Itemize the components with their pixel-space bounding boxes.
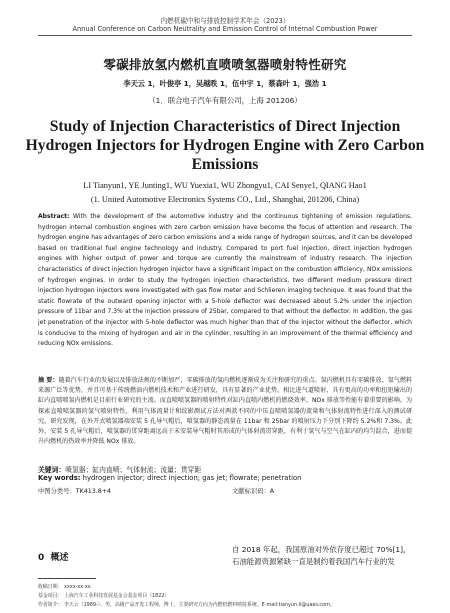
abstract-chinese bbox=[38, 376, 412, 447]
section-title: 概述 bbox=[50, 553, 69, 563]
running-header-chinese: 内燃机碳中和与排放控制学术年会（2023） bbox=[160, 17, 290, 25]
document-code bbox=[232, 486, 274, 495]
intro-paragraph: 自 2018 年起，我国原油对外依存度已超过 70%[1]，石油能源资源紧缺一直是制约着我国汽车行业的发 bbox=[232, 545, 411, 566]
abstract-chinese-label: 摘 要： bbox=[38, 377, 59, 384]
authors-english: LI Tianyun1, YE Junting1, WU Yuexia1, WU Zhongyu1, CAI Senye1, QIANG Hao1 bbox=[83, 181, 367, 190]
running-header-english: Annual Conference on Carbon Neutrality and Emission Control of Internal Combustion Power bbox=[72, 25, 378, 33]
abstract-english-label: Abstract: bbox=[38, 213, 70, 220]
keywords-chinese bbox=[38, 464, 412, 474]
classification-number bbox=[38, 486, 111, 495]
affiliation-english: (1. United Automotive Electronics Systems CO., Ltd., Shanghai, 201206, China) bbox=[90, 195, 360, 204]
document-code-label: 文献标识码： bbox=[232, 488, 270, 495]
section-heading bbox=[38, 550, 69, 563]
keywords-english-text: hydrogen injector; direct injection; gas jet; flowrate; penetration bbox=[82, 474, 302, 482]
abstract-english bbox=[38, 212, 412, 350]
keywords-chinese-label: 关键词： bbox=[38, 466, 66, 474]
section-number: 0 bbox=[38, 553, 45, 563]
footnote-author: 作者简介： 李天云（1989-），男，高级产品开发工程师，博士，主要研究方向为内燃机燃料喷射系统。E-mail:tianyun.li@uaes.com。 bbox=[38, 602, 335, 608]
keywords-chinese-text: 喷氢器；缸内直喷；气体射流；流量；贯穿距 bbox=[65, 466, 202, 474]
paper-title-english: Study of Injection Characteristics of Direct Injection Hydrogen Injectors for Hydrogen Engine with Zero Carbon Emissions bbox=[25, 118, 425, 173]
classification-value: TK413.8+4 bbox=[75, 488, 112, 495]
document-code-value: A bbox=[269, 488, 275, 495]
paper-title-chinese: 零碳排放氢内燃机直喷喷氢器喷射特性研究 bbox=[103, 57, 347, 72]
footnote-divider bbox=[38, 578, 96, 579]
abstract-chinese-text: 随着汽车行业的发展以及排放法规的不断加严，零碳排放的氢内燃机逐渐成为关注和研究的重点。氢内燃机具有零碳排放、氢气燃料来源广泛等优势，并且可基于传统燃油内燃机技术和产业进行研发，具有显著的产业优势。相比进气道喷射，具有更高的功率和扭矩输出的缸内直喷喷氢内燃机是目前行业研究的主流。而直喷喷氢器的喷射特性对缸内直喷内燃机的燃烧效率、NOx 排放等性能有着重要的影响。为探索直喷喷氢器的氢气喷射特性，利用气体流量计和纹影测试方法对两款不同的中压直喷喷氢器的流量和气体射流特性进行深入的测试研究。研究发现，在外开式喷氢器端安装 5 孔导气帽后，喷氢器的静态流量在 11bar 和 25bar 的喷射压力下分别下降约 5.2%和 7.3%。此外，安装 5 孔导气帽后，喷氢器的贯穿距离远高于未安装导气帽时其形成的气体射流贯穿距，有利于氢气与空气在缸内的均匀混合，进而提升内燃机的热效率并降低 NOx 排放。 bbox=[38, 377, 412, 446]
classification-label: 中图分类号： bbox=[38, 488, 76, 495]
footnote-funding: 基金项目： 上海汽车工业科技发展基金会基金项目（1822） bbox=[38, 593, 170, 599]
footnote-received: 收稿日期： xxxx-xx-xx bbox=[38, 584, 91, 590]
authors-chinese: 李天云 1，叶俊亭 1，吴越昳 1，伍中宇 1，蔡森叶 1，强浩 1 bbox=[123, 79, 327, 88]
affiliation-chinese: （1．联合电子汽车有限公司，上海 201206） bbox=[148, 96, 302, 105]
abstract-english-text: With the development of the automotive industry and the continuous tightening of emission regulations, hydrogen internal combustion engines with zero carbon emission have become the focus of attention and research. The hydrogen engine has advantages of zero carbon emissions and a wide range of hydrogen sources, and it can be developed based on traditional fuel engine technology and industry. Compared to port fuel injection, direct injection hydrogen engines with higher output of power and torque are currently the mainstream of industry research. The injection characteristics of direct injection hydrogen injector have a significant impact on the combustion efficiency, NOx emissions of hydrogen engines. In order to study the hydrogen injection characteristics, two different medium pressure direct injection hydrogen injectors were investigated with gas flow meter and Schlieren imaging technique. It was found that the static flowrate of the outward opening injector with a 5-hole deflector was decreased about 5.2% under the injection pressure of 11bar and 7.3% at the injection pressure of 25bar, compared to that without the deflector. In addition, the gas jet penetration of the injector with 5-hole deflector was much higher than that of the injector without the deflector, which is conducive to the mixing of hydrogen and air in the cylinder, resulting in an improvement of the thermal efficiency and reducing NOx emissions. bbox=[38, 213, 412, 348]
keywords-english bbox=[38, 474, 412, 482]
keywords-english-label: Key words: bbox=[38, 474, 81, 482]
header-divider bbox=[38, 35, 412, 36]
